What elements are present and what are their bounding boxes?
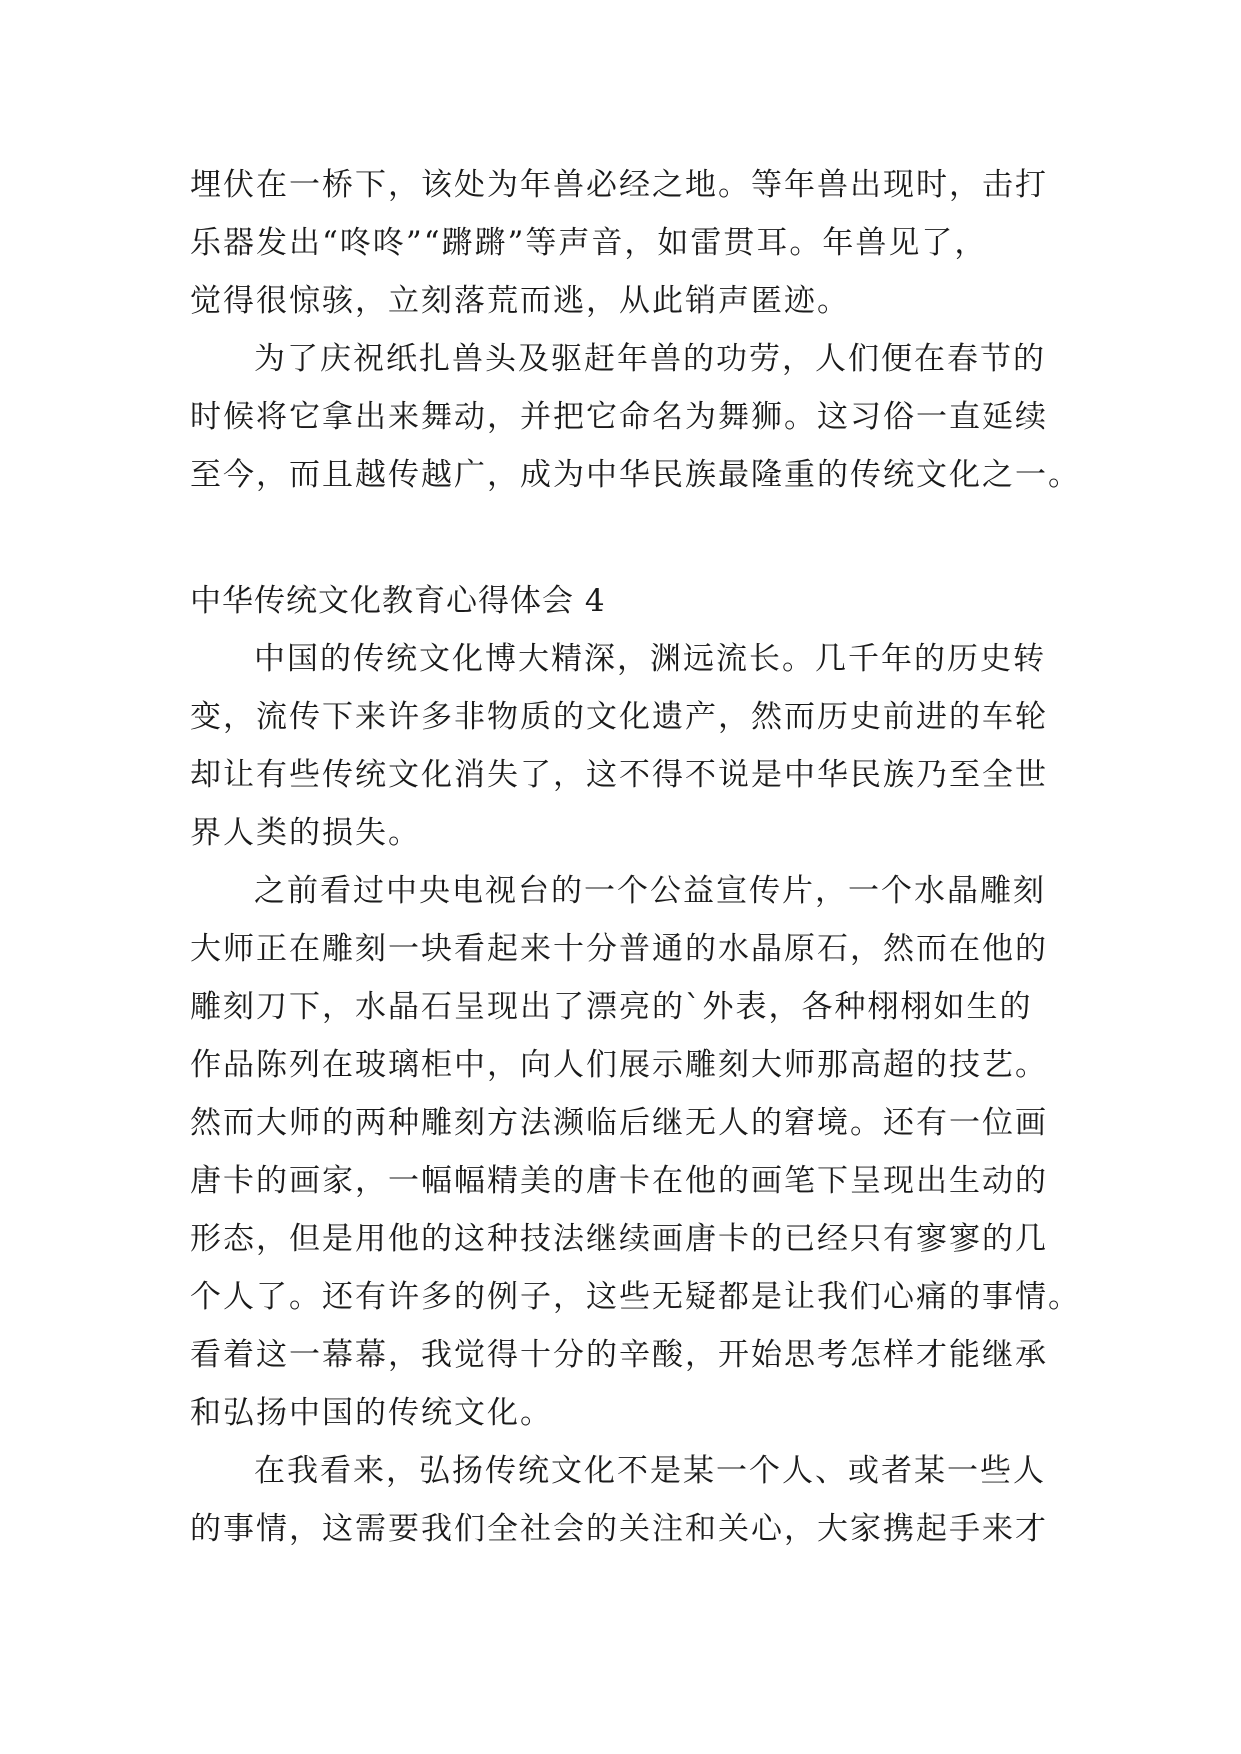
paragraph-opinion (190, 1442, 1070, 1558)
text-line: 在我看来，弘扬传统文化不是某一个人、或者某一些人 (254, 1453, 1046, 1489)
text-line: 看着这一幕幕，我觉得十分的辛酸，开始思考怎样才能继承 (190, 1337, 1048, 1373)
text-line: 唐卡的画家，一幅幅精美的唐卡在他的画笔下呈现出生动的 (190, 1163, 1048, 1199)
text-line: 乐器发出“咚咚”“蹡蹡”等声音，如雷贯耳。年兽见了， (190, 225, 988, 261)
text-line: 中国的传统文化博大精深，渊远流长。几千年的历史转 (254, 641, 1046, 677)
text-line: 至今，而且越传越广，成为中华民族最隆重的传统文化之一。 (190, 457, 1081, 493)
text-line: 雕刻刀下，水晶石呈现出了漂亮的`外表，各种栩栩如生的 (190, 989, 1033, 1025)
text-line: 作品陈列在玻璃柜中，向人们展示雕刻大师那高超的技艺。 (190, 1047, 1048, 1083)
text-line: 时候将它拿出来舞动，并把它命名为舞狮。这习俗一直延续 (190, 399, 1048, 435)
paragraph-intro (190, 630, 1070, 862)
paragraph-examples (190, 862, 1081, 1442)
text-line: 和弘扬中国的传统文化。 (190, 1395, 553, 1431)
text-line: 大师正在雕刻一块看起来十分普通的水晶原石，然而在他的 (190, 931, 1048, 967)
document-body (190, 156, 1081, 1558)
section-heading: 中华传统文化教育心得体会 4 (190, 583, 606, 619)
text-line: 埋伏在一桥下，该处为年兽必经之地。等年兽出现时，击打 (190, 167, 1048, 203)
text-line: 个人了。还有许多的例子，这些无疑都是让我们心痛的事情。 (190, 1279, 1081, 1315)
text-line: 觉得很惊骇，立刻落荒而逃，从此销声匿迹。 (190, 283, 850, 319)
text-line: 却让有些传统文化消失了，这不得不说是中华民族乃至全世 (190, 757, 1048, 793)
text-line: 界人类的损失。 (190, 815, 421, 851)
paragraph-lion-dance (190, 330, 1081, 504)
paragraph-continuation (190, 156, 1070, 330)
text-line: 的事情，这需要我们全社会的关注和关心，大家携起手来才 (190, 1511, 1048, 1547)
text-line: 为了庆祝纸扎兽头及驱赶年兽的功劳，人们便在春节的 (254, 341, 1046, 377)
text-line: 之前看过中央电视台的一个公益宣传片，一个水晶雕刻 (254, 873, 1046, 909)
text-line: 然而大师的两种雕刻方法濒临后继无人的窘境。还有一位画 (190, 1105, 1048, 1141)
text-line: 变，流传下来许多非物质的文化遗产，然而历史前进的车轮 (190, 699, 1048, 735)
text-line: 形态，但是用他的这种技法继续画唐卡的已经只有寥寥的几 (190, 1221, 1048, 1257)
